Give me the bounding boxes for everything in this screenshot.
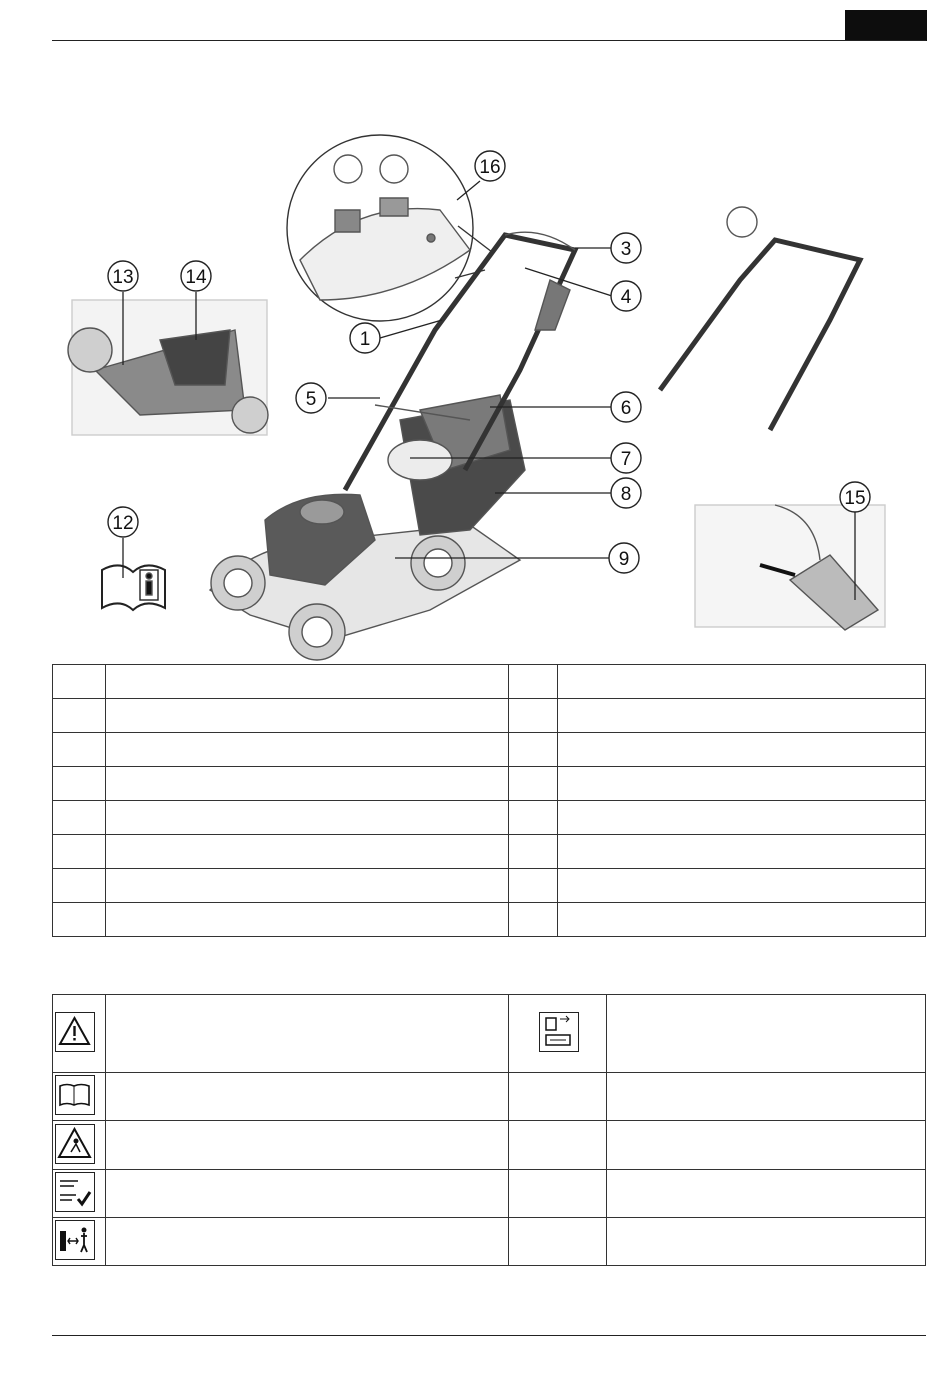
- table-row: [53, 995, 926, 1073]
- table-row: [53, 767, 926, 801]
- symbols-table: [52, 994, 926, 1266]
- warning-triangle-icon: [55, 1012, 95, 1052]
- table-row: [53, 733, 926, 767]
- callout-15: 15: [844, 488, 866, 509]
- table-row: [53, 1121, 926, 1170]
- callout-13: 13: [112, 267, 134, 288]
- remove-key-icon: [539, 1012, 579, 1052]
- parts-table: [52, 664, 926, 937]
- table-row: [53, 1073, 926, 1121]
- table-row: [53, 1218, 926, 1266]
- keep-distance-icon: [55, 1220, 95, 1260]
- thrown-objects-icon: [55, 1124, 95, 1164]
- table-row: [53, 801, 926, 835]
- callout-16: 16: [479, 157, 501, 178]
- callout-6: 6: [620, 398, 632, 419]
- callout-4: 4: [620, 287, 632, 308]
- table-row: [53, 665, 926, 699]
- lawnmower-illustration: [0, 0, 950, 665]
- callout-1: 1: [359, 329, 371, 350]
- callout-7: 7: [620, 449, 632, 470]
- callout-14: 14: [185, 267, 207, 288]
- callout-9: 9: [618, 549, 630, 570]
- footer-rule: [52, 1335, 926, 1336]
- disconnect-spark-plug-icon: [55, 1172, 95, 1212]
- table-row: [53, 869, 926, 903]
- callout-3: 3: [620, 239, 632, 260]
- callout-5: 5: [305, 389, 317, 410]
- callout-8: 8: [620, 484, 632, 505]
- read-manual-icon: [55, 1075, 95, 1115]
- table-row: [53, 1170, 926, 1218]
- table-row: [53, 835, 926, 869]
- table-row: [53, 903, 926, 937]
- table-row: [53, 699, 926, 733]
- callout-12: 12: [112, 513, 134, 534]
